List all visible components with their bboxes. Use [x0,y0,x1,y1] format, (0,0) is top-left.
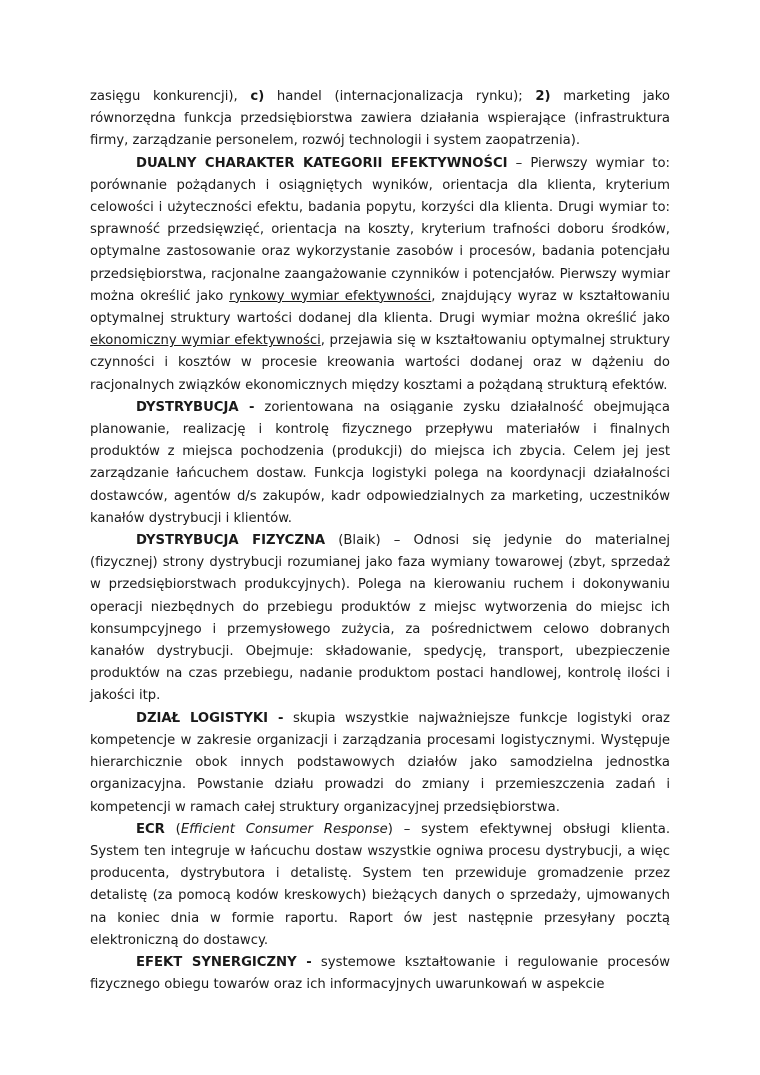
text-run: marketing jako równorzędna funkcja przedsiębiorstwa zawiera działania wspierające (infrastruktura firmy, zarządzanie personelem, rozwój technologii i system zaopatrzenia). [90,89,671,149]
term-heading: DUALNY CHARAKTER KATEGORII EFEKTYWNOŚCI [136,155,508,171]
term-heading: 2) [535,89,551,104]
text-run: , przejawia się w kształtowaniu optymalnej struktury czynności i kosztów w procesie kreowania wartości dodanej oraz w dążeniu do racjonalnych związków ekonomicznych między kosztami a pożądaną strukturą efektów. [90,333,670,393]
paragraph-efekt-synergiczny [90,952,670,996]
text-run: ) – system efektywnej obsługi klienta. System ten integruje w łańcuchu dostaw wszystkie ogniwa procesu dystrybucji, a więc producenta, dystrybutora i detalistę. System ten przewiduje gromadzenie przez detalistę (za pomocą kodów kreskowych) bieżących danych o sprzedaży, ujmowanych na koniec dnia w formie raportu. Raport ów jest następnie przesyłany pocztą elektroniczną do dostawcy. [90,821,671,948]
underlined-term: ekonomiczny wymiar efektywności [90,333,321,349]
text-run: zorientowana na osiąganie zysku działalność obejmująca planowanie, realizację i kontrolę fizycznego przepływu materiałów i finalnych produktów z miejsca pochodzenia (produkcji) do miejsca ich zbycia. Celem jej jest zarządzanie łańcuchem dostaw. Funkcja logistyki polega na koordynacji działalności dostawców, agentów d/s zakupów, kadr odpowiedzialnych za marketing, uczestników kanałów dystrybucji i klientów. [90,399,670,526]
text-run: handel (internacjonalizacja rynku); [264,89,536,104]
paragraph-ecr [90,819,670,952]
text-run: , znajdujący wyraz w kształtowaniu optymalnej struktury wartości dodanej dla klienta. Drugi wymiar można określić jako [90,288,671,327]
paragraph-dualny-charakter [90,153,670,397]
text-run: (Blaik) – Odnosi się jedynie do materialnej (fizycznej) strony dystrybucji rozumianej jako faza wymiany towarowej (zbyt, sprzedaż w przedsiębiorstwach produkcyjnych). Polega na kierowaniu ruchem i dokonywaniu operacji niezbędnych do przebiegu produktów z miejsc wytworzenia do miejsc ich konsumpcyjnego i przemysłowego zużycia, za pośrednictwem celowo dobranych kanałów dystrybucji. Obejmuje: składowanie, spedycję, transport, ubezpieczenie produktów na czas przebiegu, nadanie produktom postaci handlowej, kontrolę ilości i jakości itp. [90,533,670,704]
text-run: zasięgu konkurencji), [90,89,251,104]
text-run: ( [164,821,181,837]
paragraph-marketing-end [90,86,670,153]
italic-term: Efficient Consumer Response [180,821,388,837]
term-heading: ECR [136,821,165,837]
term-heading: c) [250,89,265,104]
paragraph-dystrybucja [90,397,670,530]
term-heading: EFEKT SYNERGICZNY - [136,954,312,970]
term-heading: DYSTRYBUCJA - [136,399,255,415]
term-heading: DYSTRYBUCJA FIZYCZNA [136,533,326,549]
paragraph-dystrybucja-fizyczna [90,530,670,708]
underlined-term: rynkowy wymiar efektywności [229,288,432,304]
text-run: – Pierwszy wymiar to: porównanie pożądanych i osiągniętych wyników, orientacja dla klienta, kryterium celowości i użyteczności efektu, badania popytu, korzyści dla klienta. Drugi wymiar to: sprawność przedsięwzięć, orientacja na koszty, kryterium trafności doboru środków, optymalne zastosowanie oraz wykorzystanie zasobów i procesów, badania potencjału przedsiębiorstwa, racjonalne zaangażowanie czynników i potencjałów. Pierwszy wymiar można określić jako [90,155,670,304]
term-heading: DZIAŁ LOGISTYKI - [136,710,284,726]
text-run: systemowe kształtowanie i regulowanie procesów fizycznego obiegu towarów oraz ich informacyjnych uwarunkowań w aspekcie [90,954,670,993]
text-run: skupia wszystkie najważniejsze funkcje logistyki oraz kompetencje w zakresie organizacji i zarządzania procesami logistycznymi. Występuje hierarchicznie obok innych podstawowych działów jako samodzielna jednostka organizacyjna. Powstanie działu prowadzi do zmiany i przemieszczenia zadań i kompetencji w ramach całej struktury organizacyjnej przedsiębiorstwa. [90,710,670,815]
paragraph-dzial-logistyki [90,708,670,819]
